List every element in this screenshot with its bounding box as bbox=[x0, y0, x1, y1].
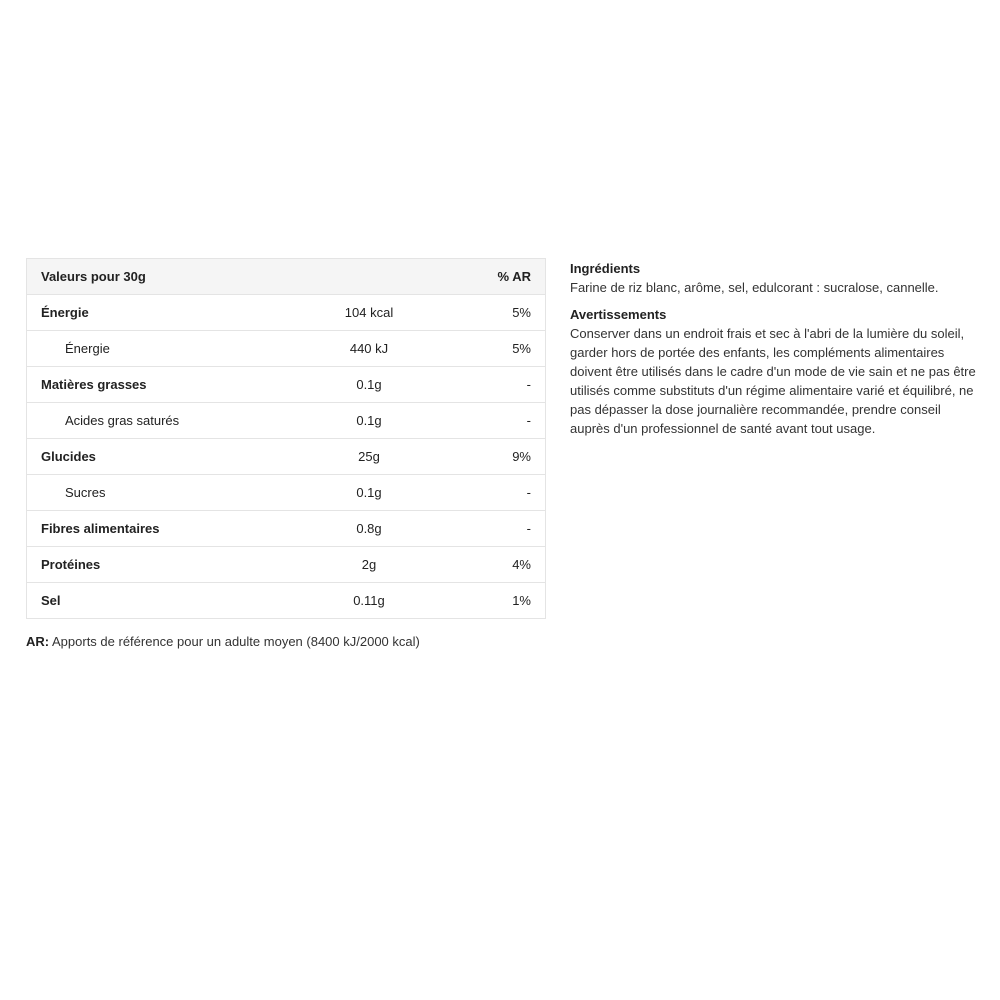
nutrient-amount: 2g bbox=[322, 547, 415, 583]
warnings-title: Avertissements bbox=[570, 307, 667, 322]
nutrient-ar: 9% bbox=[416, 439, 546, 475]
nutrient-name: Énergie bbox=[27, 331, 323, 367]
table-row bbox=[27, 439, 546, 475]
nutrient-amount: 0.11g bbox=[322, 583, 415, 619]
warnings-text: Conserver dans un endroit frais et sec à l'abri de la lumière du soleil, garder hors de portée des enfants, les compléments alimentaires doivent être utilisés dans le cadre d'un mode de vie sain et ne pas être utilisés comme substituts d'un régime alimentaire varié et équilibré, ne pas dépasser la dose journalière recommandée, prendre conseil auprès d'un professionnel de santé avant tout usage. bbox=[570, 326, 976, 436]
nutrient-amount: 0.1g bbox=[322, 403, 415, 439]
nutrient-ar: 5% bbox=[416, 331, 546, 367]
header-ar-label: % AR bbox=[416, 259, 546, 295]
nutrient-ar: 4% bbox=[416, 547, 546, 583]
nutrient-ar: 5% bbox=[416, 295, 546, 331]
table-row bbox=[27, 403, 546, 439]
ingredients-text: Farine de riz blanc, arôme, sel, edulcorant : sucralose, cannelle. bbox=[570, 280, 939, 295]
nutrient-ar: - bbox=[416, 367, 546, 403]
table-row bbox=[27, 511, 546, 547]
table-row bbox=[27, 367, 546, 403]
nutrient-name: Sel bbox=[27, 583, 323, 619]
nutrient-name: Sucres bbox=[27, 475, 323, 511]
nutrient-amount: 0.1g bbox=[322, 367, 415, 403]
nutrient-ar: - bbox=[416, 403, 546, 439]
nutrient-amount: 104 kcal bbox=[322, 295, 415, 331]
table-row bbox=[27, 331, 546, 367]
nutrient-name: Matières grasses bbox=[27, 367, 323, 403]
header-amount-label bbox=[322, 259, 415, 295]
table-header-row bbox=[27, 259, 546, 295]
nutrient-ar: 1% bbox=[416, 583, 546, 619]
nutrient-amount: 0.8g bbox=[322, 511, 415, 547]
nutrient-name: Protéines bbox=[27, 547, 323, 583]
nutrient-name: Glucides bbox=[27, 439, 323, 475]
table-row bbox=[27, 583, 546, 619]
nutrient-amount: 25g bbox=[322, 439, 415, 475]
table-row bbox=[27, 547, 546, 583]
ar-footnote bbox=[26, 634, 420, 649]
nutrient-amount: 0.1g bbox=[322, 475, 415, 511]
footnote-text: Apports de référence pour un adulte moyen (8400 kJ/2000 kcal) bbox=[49, 634, 420, 649]
nutrient-amount: 440 kJ bbox=[322, 331, 415, 367]
nutrient-ar: - bbox=[416, 475, 546, 511]
nutrition-table bbox=[26, 258, 546, 619]
table-row bbox=[27, 295, 546, 331]
nutrient-name: Acides gras saturés bbox=[27, 403, 323, 439]
ingredients-title: Ingrédients bbox=[570, 261, 641, 276]
table-row bbox=[27, 475, 546, 511]
nutrient-name: Fibres alimentaires bbox=[27, 511, 323, 547]
nutrient-name: Énergie bbox=[27, 295, 323, 331]
footnote-label: AR: bbox=[26, 634, 50, 649]
product-info-panel bbox=[570, 259, 982, 446]
nutrient-ar: - bbox=[416, 511, 546, 547]
header-serving-label: Valeurs pour 30g bbox=[27, 259, 323, 295]
